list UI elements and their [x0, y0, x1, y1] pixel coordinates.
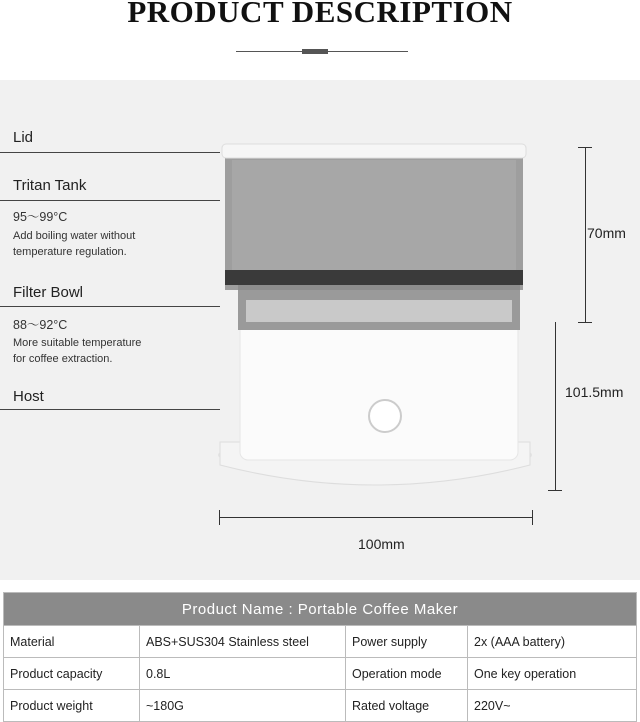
dimension-height-body: 101.5mm	[565, 384, 624, 400]
dimension-line-width	[219, 517, 532, 518]
leader-line-host	[0, 409, 220, 410]
dimension-line-top	[585, 147, 586, 322]
bowl-description-1: More suitable temperature	[13, 337, 142, 349]
table-row	[4, 658, 637, 690]
table-row	[4, 690, 637, 722]
table-row	[4, 626, 637, 658]
dimension-line-body	[555, 322, 556, 490]
spec-key: Product weight	[4, 690, 140, 722]
label-host: Host	[13, 388, 44, 405]
label-tritan-tank: Tritan Tank	[13, 177, 87, 194]
spec-value: 220V~	[468, 690, 637, 722]
tank-description-1: Add boiling water without	[13, 230, 136, 242]
coffee-maker-image	[0, 80, 640, 580]
dimension-tick	[578, 147, 592, 148]
spec-table	[3, 592, 637, 722]
tank-temperature: 95～99°C	[13, 210, 68, 224]
spec-key: Operation mode	[346, 658, 468, 690]
label-lid: Lid	[13, 129, 34, 146]
leader-line-bowl	[0, 306, 220, 307]
title-divider-accent	[302, 49, 328, 54]
leader-line-tank	[0, 200, 220, 201]
spec-value: 0.8L	[140, 658, 346, 690]
dimension-height-top: 70mm	[587, 225, 626, 241]
product-diagram	[0, 80, 640, 580]
page-title: PRODUCT DESCRIPTION	[127, 0, 513, 29]
dimension-tick	[219, 510, 220, 525]
dimension-tick	[548, 490, 562, 491]
spec-key: Material	[4, 626, 140, 658]
spec-table-header: Product Name : Portable Coffee Maker	[4, 593, 637, 626]
dimension-tick	[578, 322, 592, 323]
tank-description-2: temperature regulation.	[13, 246, 127, 258]
leader-line-lid	[0, 152, 220, 153]
spec-key: Power supply	[346, 626, 468, 658]
spec-value: 2x (AAA battery)	[468, 626, 637, 658]
spec-value: ~180G	[140, 690, 346, 722]
dimension-width: 100mm	[358, 536, 405, 552]
spec-value: One key operation	[468, 658, 637, 690]
bowl-temperature: 88～92°C	[13, 318, 68, 332]
spec-key: Rated voltage	[346, 690, 468, 722]
dimension-tick	[532, 510, 533, 525]
spec-value: ABS+SUS304 Stainless steel	[140, 626, 346, 658]
label-filter-bowl: Filter Bowl	[13, 284, 84, 301]
spec-key: Product capacity	[4, 658, 140, 690]
bowl-description-2: for coffee extraction.	[13, 353, 113, 365]
